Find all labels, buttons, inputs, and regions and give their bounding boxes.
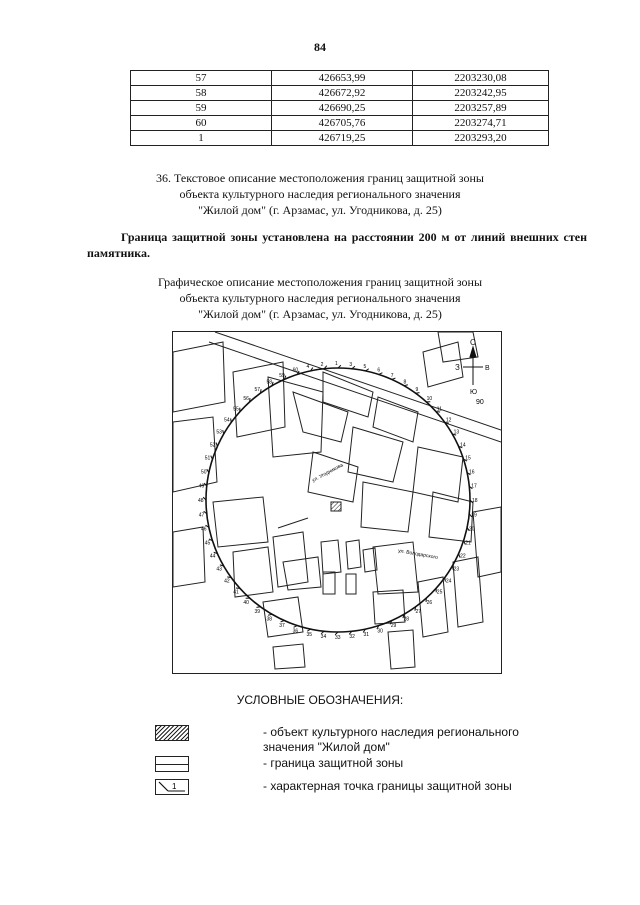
boundary-point-label: 19: [471, 512, 477, 519]
boundary-point-label: 5: [363, 363, 367, 370]
boundary-point-label: 1: [335, 361, 338, 367]
table-row: [131, 116, 549, 131]
legend-label-heritage: [263, 725, 563, 755]
boundary-point-tick: [211, 456, 213, 460]
boundary-point-label: 56: [243, 396, 249, 403]
table-cell-n: 60: [131, 116, 272, 131]
compass-icon: [455, 338, 490, 396]
compass-west: З: [455, 363, 460, 372]
boundary-point-label: 20: [469, 526, 475, 533]
boundary-point-label: 30: [377, 628, 383, 635]
boundary-point-label: 18: [472, 498, 478, 504]
table-cell-x: 426719,25: [272, 131, 413, 146]
street-label-2: ул. Володарского: [397, 548, 439, 561]
boundary-point-label: 11: [436, 406, 443, 413]
table-row: [131, 86, 549, 101]
point-marker-icon: [156, 780, 188, 794]
boundary-point-label: 7: [390, 372, 394, 379]
boundary-point-label: 2: [320, 361, 324, 368]
building-parcels: [173, 332, 501, 669]
boundary-point-label: 47: [198, 512, 205, 519]
boundary-point-label: 8: [403, 379, 407, 386]
boundary-point-label: 4: [306, 363, 310, 370]
table-cell-n: 58: [131, 86, 272, 101]
boundary-point-label: 54: [224, 417, 230, 424]
street-label-1: ул. Угодникова: [311, 462, 345, 484]
boundary-point-label: 27: [415, 608, 422, 615]
boundary-point-label: 35: [306, 632, 313, 639]
table-cell-y: 2203293,20: [413, 131, 549, 146]
graphic-title-line1: Графическое описание местоположения границ защитной зоны: [157, 275, 483, 289]
boundary-point-label: 15: [465, 455, 471, 462]
graphic-title: [80, 274, 560, 322]
boundary-point-label: 37: [279, 623, 285, 630]
table-cell-y: 2203257,89: [413, 101, 549, 116]
heritage-object: [331, 502, 341, 511]
boundary-point-label: 36: [292, 628, 299, 635]
boundary-point-label: 22: [460, 553, 466, 560]
table-cell-x: 426705,76: [272, 116, 413, 131]
boundary-point-label: 57: [254, 387, 261, 394]
map-drawing: [173, 332, 501, 673]
table-cell-x: 426672,92: [272, 86, 413, 101]
boundary-point-tick: [216, 443, 217, 447]
compass-east: В: [485, 365, 490, 372]
table-cell-n: 59: [131, 101, 272, 116]
coordinates-table: [130, 70, 549, 146]
table-cell-n: 1: [131, 131, 272, 146]
boundary-point-label: 21: [465, 540, 471, 547]
boundary-point-label: 44: [209, 553, 216, 560]
boundary-point-label: 9: [415, 387, 419, 394]
road: [209, 332, 501, 442]
boundary-point-tick: [281, 621, 285, 622]
boundary-point-tick: [256, 607, 260, 608]
boundary-point-tick: [227, 577, 231, 578]
boundary-point-tick: [223, 430, 224, 434]
boundary-point-label: 31: [363, 632, 370, 639]
section-title-line2: объекта культурного наследия регионального значения: [179, 187, 461, 201]
legend-label-boundary: - граница защитной зоны: [263, 756, 404, 770]
boundary-point-label: 39: [254, 608, 261, 615]
boundary-point-label: 40: [243, 599, 249, 606]
boundary-point-label: 34: [320, 634, 327, 641]
graphic-title-line2: объекта культурного наследия регионального значения: [179, 291, 461, 305]
boundary-point-label: 28: [403, 616, 410, 623]
boundary-point-label: 49: [198, 483, 205, 490]
table-row: [131, 101, 549, 116]
boundary-swatch: [155, 756, 189, 772]
boundary-point-label: 25: [436, 589, 443, 596]
boundary-point-label: 32: [349, 634, 355, 641]
boundary-point-label: 3: [349, 361, 353, 368]
boundary-point-label: 43: [216, 566, 222, 573]
boundary-point-label: 45: [204, 540, 211, 547]
boundary-point-label: 33: [335, 635, 341, 641]
boundary-point-label: 6: [377, 367, 381, 374]
boundary-point-label: 53: [216, 429, 222, 436]
legend-title: УСЛОВНЫЕ ОБОЗНАЧЕНИЯ:: [236, 693, 404, 707]
boundary-point-label: 55: [233, 406, 239, 413]
table-cell-y: 2203274,71: [413, 116, 549, 131]
boundary-point-label: 60: [292, 367, 299, 374]
boundary-point-label: 46: [200, 526, 207, 533]
table-cell-y: 2203230,08: [413, 71, 549, 86]
boundary-point-label: 13: [453, 429, 460, 436]
boundary-point-tick: [260, 389, 261, 393]
point-symbol-text: 1: [172, 782, 177, 791]
boundary-point-label: 38: [266, 616, 273, 623]
boundary-point-label: 26: [426, 599, 433, 606]
boundary-point-label: 50: [200, 469, 207, 476]
boundary-point-label: 24: [445, 578, 452, 585]
protection-zone-map: [172, 331, 502, 674]
heritage-swatch: [155, 725, 189, 741]
boundary-point-label: 23: [453, 566, 460, 573]
point-swatch: [155, 779, 189, 795]
compass-south: Ю: [470, 389, 478, 396]
protection-zone-boundary: [206, 368, 470, 635]
boundary-points: [198, 361, 478, 641]
boundary-point-label: 58: [266, 379, 273, 386]
side-label: 90: [476, 399, 484, 406]
section-title-line1: 36. Текстовое описание местоположения границ защитной зоны: [156, 171, 484, 185]
boundary-point-label: 17: [471, 483, 477, 490]
path-line: [278, 518, 308, 528]
boundary-point-label: 12: [445, 417, 452, 424]
zone-description: Граница защитной зоны установлена на расстоянии 200 м от линий внешних стен памятника.: [87, 230, 587, 260]
boundary-point-tick: [294, 626, 298, 628]
legend-heritage-line1: - объект культурного наследия регионального: [263, 725, 519, 739]
boundary-point-tick: [268, 614, 272, 615]
boundary-point-tick: [231, 418, 232, 422]
legend-label-point: - характерная точка границы защитной зоны: [263, 779, 512, 793]
boundary-point-label: 51: [204, 455, 211, 462]
boundary-point-label: 16: [469, 469, 475, 476]
table-cell-n: 57: [131, 71, 272, 86]
boundary-point-label: 42: [224, 578, 230, 585]
boundary-point-label: 52: [209, 442, 216, 449]
boundary-point-label: 14: [460, 442, 466, 449]
graphic-title-line3: "Жилой дом" (г. Арзамас, ул. Угодникова, д. 25): [198, 307, 442, 321]
table-row: [131, 131, 549, 146]
section-title: [80, 170, 560, 218]
boundary-point-label: 48: [198, 498, 204, 504]
table-cell-y: 2203242,95: [413, 86, 549, 101]
page-number: 84: [314, 40, 326, 54]
boundary-point-label: 41: [233, 589, 239, 596]
boundary-point-label: 10: [426, 396, 433, 403]
section-title-line3: "Жилой дом" (г. Арзамас, ул. Угодникова, д. 25): [198, 203, 442, 217]
boundary-point-label: 29: [390, 623, 397, 630]
boundary-line-icon: [156, 764, 188, 765]
table-cell-x: 426653,99: [272, 71, 413, 86]
table-cell-x: 426690,25: [272, 101, 413, 116]
legend-heritage-line2: значения "Жилой дом": [263, 740, 390, 754]
boundary-point-label: 59: [279, 372, 285, 379]
compass-north: С: [470, 338, 476, 347]
table-row: [131, 71, 549, 86]
